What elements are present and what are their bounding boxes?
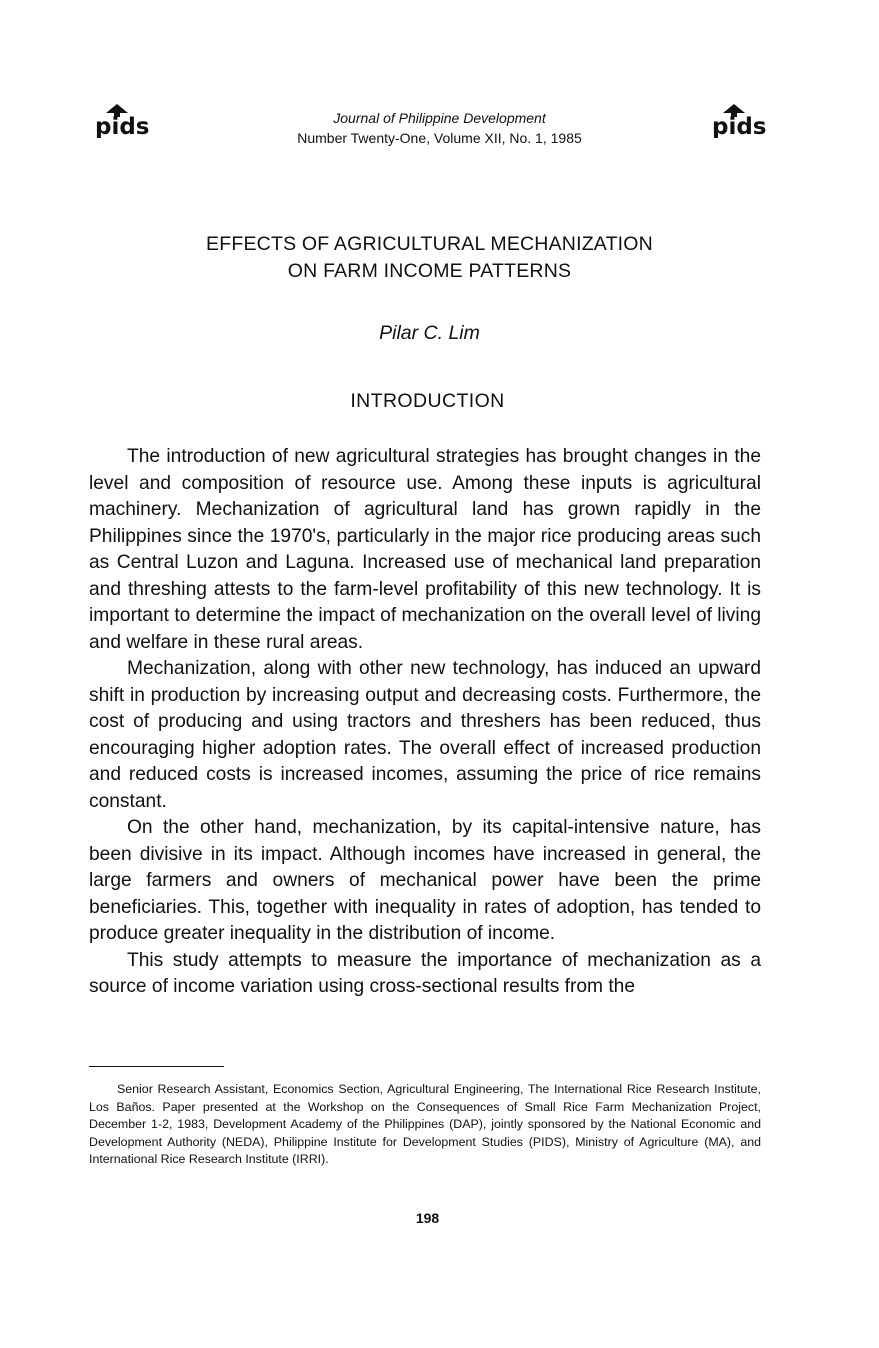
- journal-issue: Number Twenty-One, Volume XII, No. 1, 1985: [297, 130, 582, 146]
- journal-name: Journal of Philippine Development: [333, 110, 546, 126]
- paragraph: Mechanization, along with other new technology, has induced an upward shift in production by increasing output and decreasing costs. Furthermore, the cost of producing and using tractors and threshers has been reduced, thus encouraging higher adoption rates. The overall effect of increased production and reduced costs is increased incomes, assuming the price of rice remains constant.: [89, 658, 761, 812]
- paragraph: This study attempts to measure the importance of mechanization as a source of income variation using cross-sectional results from the: [89, 949, 761, 997]
- paragraph: The introduction of new agricultural strategies has brought changes in the level and composition of resource use. Among these inputs is agricultural machinery. Mechanization of agricultural land has grown rapidly in the Philippines since the 1970's, particularly in the major rice producing areas such as Central Luzon and Laguna. Increased use of mechanical land preparation and threshing attests to the farm-level profitability of this new technology. It is important to determine the impact of mechanization on the overall level of living and welfare in these rural areas.: [89, 446, 761, 653]
- logo-wordmark: pids: [95, 114, 150, 138]
- article-title: [0, 231, 859, 285]
- footnote-divider: [89, 1066, 224, 1067]
- body-text: [89, 444, 761, 1001]
- author-name: Pilar C. Lim: [379, 322, 480, 344]
- section-heading: INTRODUCTION: [350, 390, 505, 412]
- paragraph: On the other hand, mechanization, by its capital-intensive nature, has been divisive in its impact. Although incomes have increased in general, the large farmers and owners of mechanical power have been the prime beneficiaries. This, together with inequality in rates of adoption, has tended to produce greater inequality in the distribution of income.: [89, 817, 761, 944]
- logo-wordmark: pids: [712, 114, 767, 138]
- journal-header: [0, 108, 879, 148]
- title-line-1: EFFECTS OF AGRICULTURAL MECHANIZATION: [206, 233, 653, 255]
- title-line-2: ON FARM INCOME PATTERNS: [287, 260, 572, 282]
- footnote: Senior Research Assistant, Economics Section, Agricultural Engineering, The International Rice Research Institute, Los Baños. Paper presented at the Workshop on the Consequences of Small Rice Farm Mechanization Project, December 1-2, 1983, Development Academy of the Philippines (DAP), jointly sponsored by the National Economic and Development Authority (NEDA), Philippine Institute for Development Studies (PIDS), Ministry of Agriculture (MA), and International Rice Research Institute (IRRI).: [89, 1082, 761, 1167]
- page-number: 198: [415, 1210, 440, 1226]
